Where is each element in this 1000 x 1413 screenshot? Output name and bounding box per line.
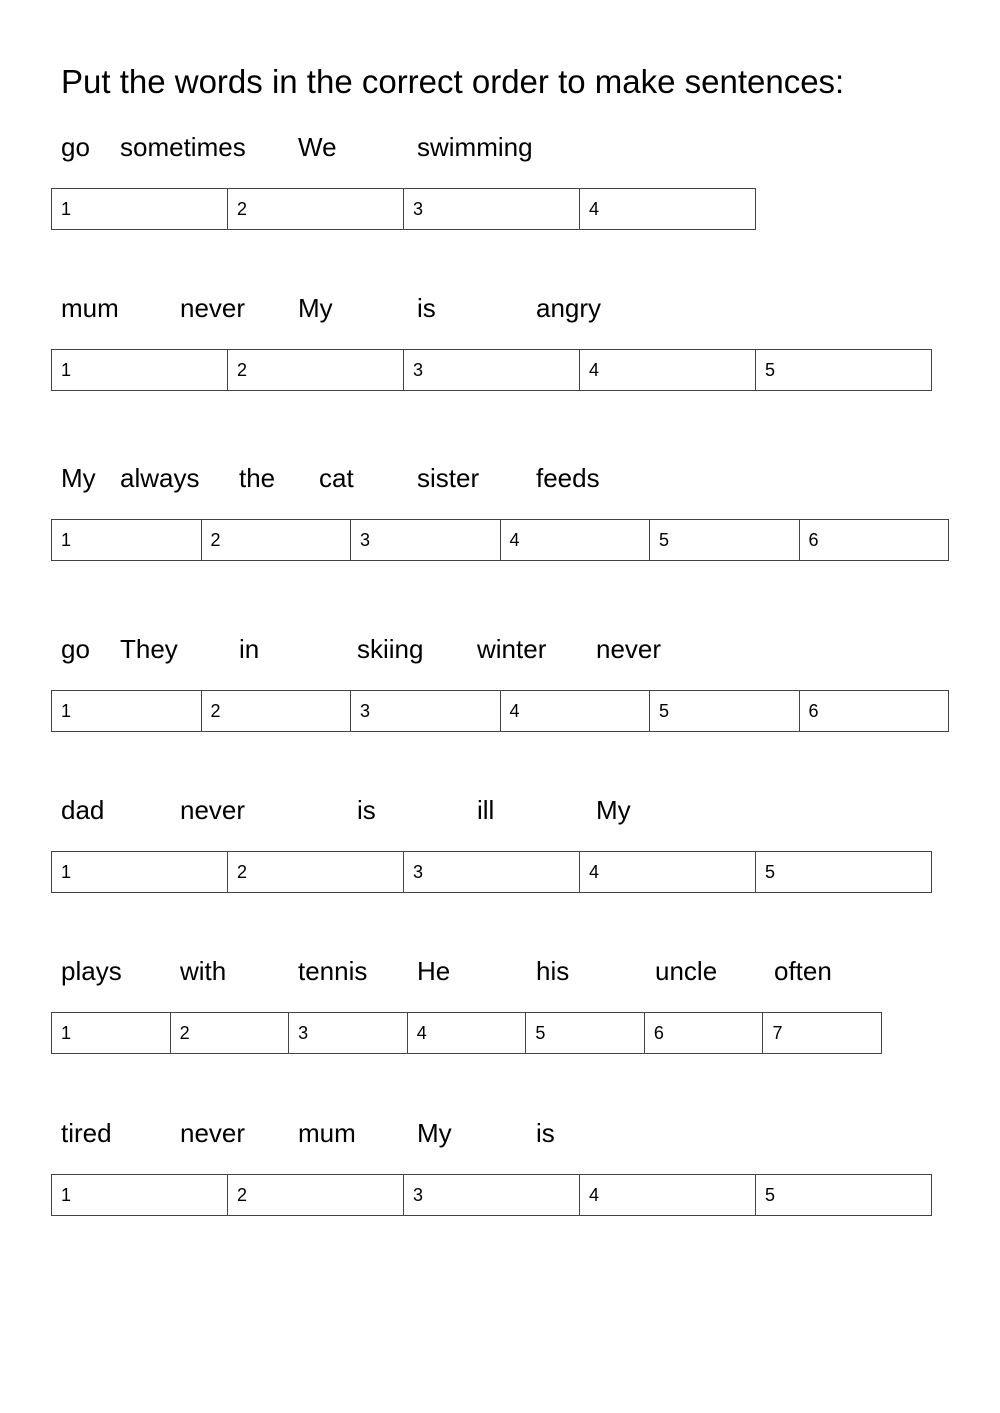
answer-cell[interactable]: 1 bbox=[52, 691, 202, 731]
answer-cell[interactable]: 3 bbox=[404, 1175, 580, 1215]
answer-cell[interactable]: 5 bbox=[756, 350, 932, 390]
word: feeds bbox=[536, 463, 600, 493]
answer-cell[interactable]: 6 bbox=[645, 1013, 764, 1053]
word: go bbox=[61, 132, 90, 162]
word: with bbox=[180, 956, 227, 986]
answer-cell[interactable]: 2 bbox=[228, 350, 404, 390]
word: never bbox=[180, 1118, 246, 1148]
answer-cell[interactable]: 3 bbox=[404, 189, 580, 229]
answer-cell[interactable]: 5 bbox=[650, 520, 800, 560]
answer-cell[interactable]: 2 bbox=[202, 691, 352, 731]
word: They bbox=[120, 634, 178, 664]
answer-cell[interactable]: 3 bbox=[289, 1013, 408, 1053]
answer-cell[interactable]: 4 bbox=[501, 691, 651, 731]
word: uncle bbox=[655, 956, 718, 986]
answer-cell[interactable]: 1 bbox=[52, 1175, 228, 1215]
answer-cell[interactable]: 2 bbox=[171, 1013, 290, 1053]
word: My bbox=[417, 1118, 452, 1148]
answer-cell[interactable]: 3 bbox=[351, 691, 501, 731]
answer-cell[interactable]: 2 bbox=[228, 1175, 404, 1215]
word: mum bbox=[61, 293, 119, 323]
answer-cell[interactable]: 3 bbox=[404, 350, 580, 390]
word: My bbox=[298, 293, 333, 323]
answer-cell[interactable]: 6 bbox=[800, 520, 950, 560]
word: dad bbox=[61, 795, 105, 825]
answer-cell[interactable]: 2 bbox=[202, 520, 352, 560]
answer-cell[interactable]: 7 bbox=[763, 1013, 882, 1053]
answer-row bbox=[51, 349, 932, 391]
word: winter bbox=[477, 634, 547, 664]
word: cat bbox=[319, 463, 354, 493]
word: skiing bbox=[357, 634, 424, 664]
answer-row bbox=[51, 690, 949, 732]
word: My bbox=[596, 795, 631, 825]
word-bank bbox=[0, 1115, 1000, 1151]
answer-row bbox=[51, 851, 932, 893]
answer-cell[interactable]: 1 bbox=[52, 189, 228, 229]
word: is bbox=[357, 795, 376, 825]
word: never bbox=[180, 293, 246, 323]
word: angry bbox=[536, 293, 602, 323]
answer-cell[interactable]: 5 bbox=[650, 691, 800, 731]
answer-row bbox=[51, 188, 756, 230]
word-bank bbox=[0, 631, 1000, 667]
word: always bbox=[120, 463, 200, 493]
answer-cell[interactable]: 6 bbox=[800, 691, 950, 731]
answer-cell[interactable]: 4 bbox=[580, 1175, 756, 1215]
word: is bbox=[417, 293, 436, 323]
worksheet-title: Put the words in the correct order to make sentences: bbox=[61, 63, 845, 100]
answer-cell[interactable]: 5 bbox=[526, 1013, 645, 1053]
answer-cell[interactable]: 2 bbox=[228, 189, 404, 229]
word: plays bbox=[61, 956, 122, 986]
word: We bbox=[298, 132, 337, 162]
answer-cell[interactable]: 2 bbox=[228, 852, 404, 892]
word: never bbox=[180, 795, 246, 825]
answer-cell[interactable]: 3 bbox=[404, 852, 580, 892]
answer-cell[interactable]: 4 bbox=[580, 189, 756, 229]
word: sometimes bbox=[120, 132, 246, 162]
word-bank bbox=[0, 792, 1000, 828]
word-bank bbox=[0, 290, 1000, 326]
word-bank bbox=[0, 129, 1000, 165]
word: is bbox=[536, 1118, 555, 1148]
answer-cell[interactable]: 1 bbox=[52, 852, 228, 892]
answer-cell[interactable]: 4 bbox=[580, 852, 756, 892]
answer-row bbox=[51, 519, 949, 561]
answer-cell[interactable]: 5 bbox=[756, 1175, 932, 1215]
word: his bbox=[536, 956, 570, 986]
answer-cell[interactable]: 1 bbox=[52, 520, 202, 560]
answer-row bbox=[51, 1012, 882, 1054]
word: tired bbox=[61, 1118, 112, 1148]
answer-cell[interactable]: 1 bbox=[52, 350, 228, 390]
answer-cell[interactable]: 4 bbox=[501, 520, 651, 560]
word-bank bbox=[0, 460, 1000, 496]
answer-cell[interactable]: 4 bbox=[408, 1013, 527, 1053]
word: My bbox=[61, 463, 96, 493]
word: in bbox=[239, 634, 260, 664]
word: go bbox=[61, 634, 90, 664]
answer-cell[interactable]: 4 bbox=[580, 350, 756, 390]
answer-row bbox=[51, 1174, 932, 1216]
word: ill bbox=[477, 795, 495, 825]
word: often bbox=[774, 956, 832, 986]
word: swimming bbox=[417, 132, 533, 162]
word: He bbox=[417, 956, 451, 986]
answer-cell[interactable]: 5 bbox=[756, 852, 932, 892]
answer-cell[interactable]: 3 bbox=[351, 520, 501, 560]
word: mum bbox=[298, 1118, 356, 1148]
answer-cell[interactable]: 1 bbox=[52, 1013, 171, 1053]
word-bank bbox=[0, 953, 1000, 989]
word: tennis bbox=[298, 956, 368, 986]
word: the bbox=[239, 463, 276, 493]
word: sister bbox=[417, 463, 480, 493]
word: never bbox=[596, 634, 662, 664]
